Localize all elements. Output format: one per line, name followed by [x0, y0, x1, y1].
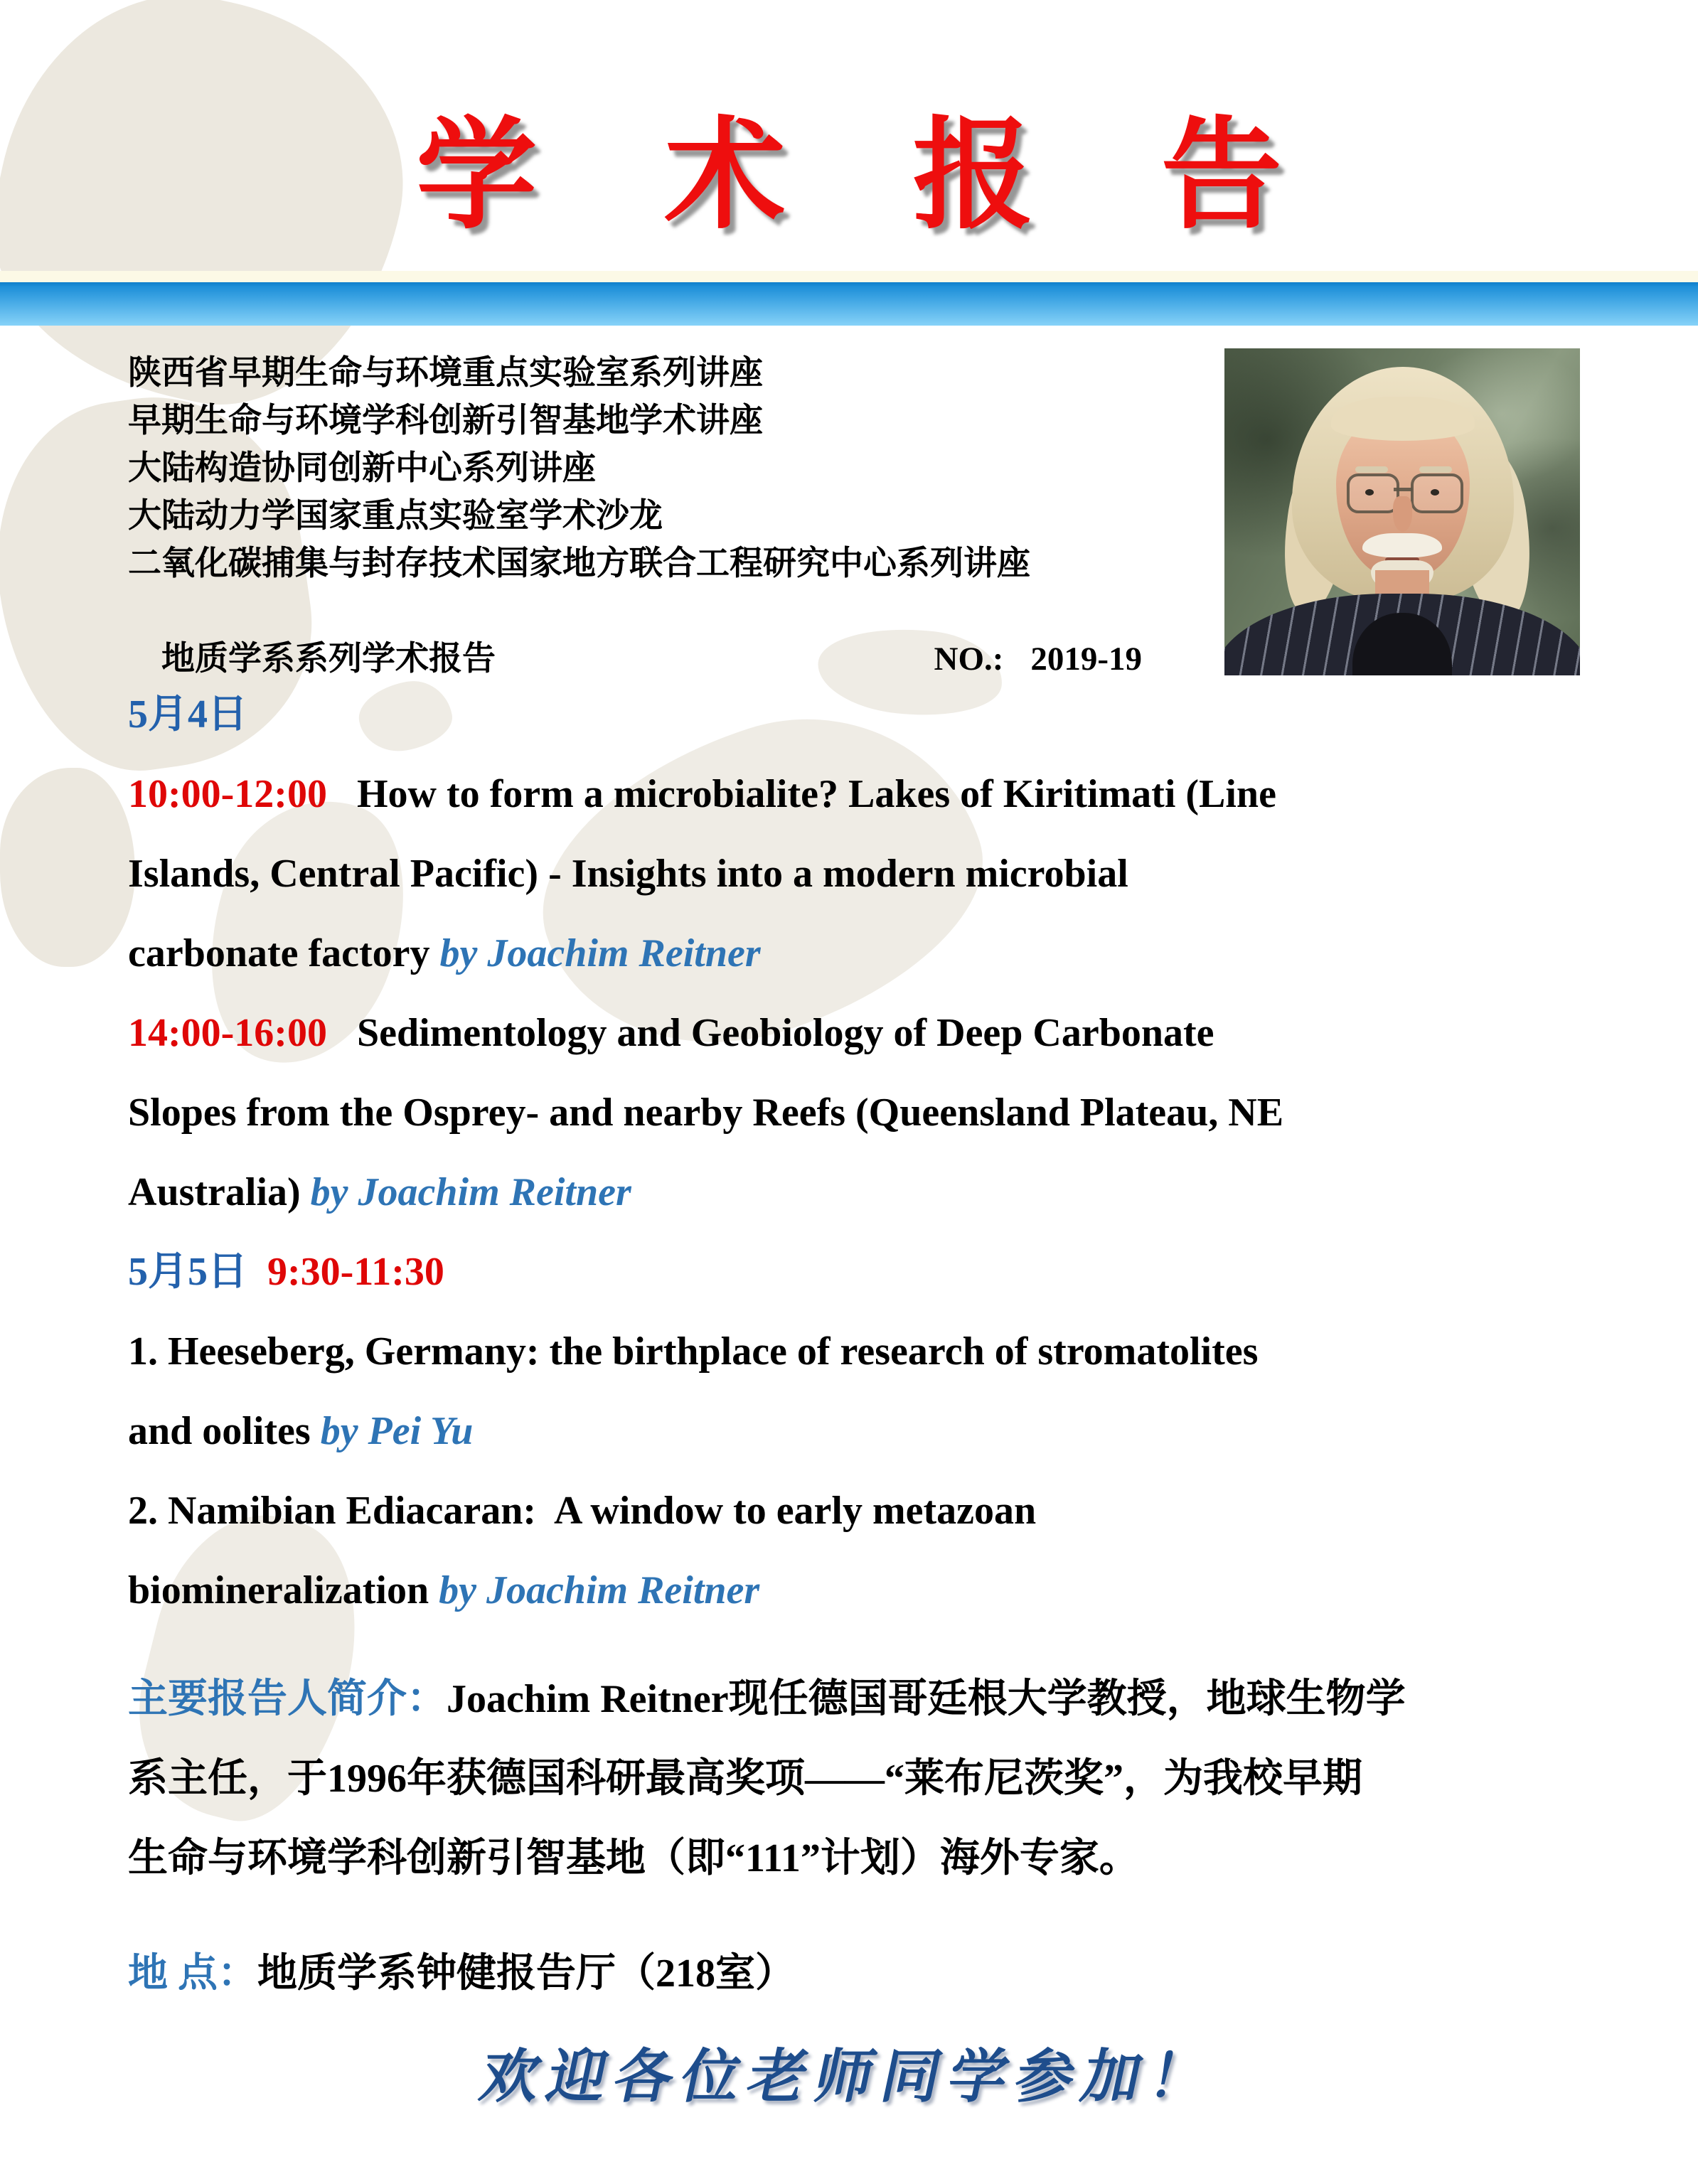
photo-glasses-bridge — [1394, 488, 1412, 491]
text-segment: by Pei Yu — [320, 1409, 474, 1453]
photo-eyebrow — [1355, 466, 1388, 473]
location-line — [128, 1952, 795, 1996]
lecture-series-item: 大陆动力学国家重点实验室学术沙龙 — [128, 498, 663, 535]
schedule-line — [128, 1570, 1283, 1610]
text-segment: 主要报告人简介： — [128, 1677, 447, 1721]
schedule-line — [128, 1013, 1283, 1053]
photo-eye — [1365, 489, 1374, 496]
lecture-series-item: 二氧化碳捕集与封存技术国家地方联合工程研究中心系列讲座 — [128, 545, 1030, 582]
text-segment: Joachim Reitner — [447, 1677, 729, 1721]
text-segment: 5月5日 — [128, 1250, 247, 1294]
speaker-photo — [1224, 348, 1580, 675]
text-segment: Australia) — [128, 1170, 311, 1214]
intro-line — [128, 1838, 1406, 1878]
text-segment: 1. Heeseberg, Germany: the birthplace of research of stromatolites — [128, 1329, 1259, 1374]
photo-eye — [1431, 489, 1439, 496]
intro-line — [128, 1679, 1406, 1719]
lecture-series-item: 陕西省早期生命与环境重点实验室系列讲座 — [128, 355, 763, 392]
text-segment: Sedimentology and Geobiology of Deep Carbonate — [326, 1011, 1214, 1055]
lecture-series-item: 早期生命与环境学科创新引智基地学术讲座 — [128, 402, 763, 439]
photo-hair-fringe — [1331, 397, 1475, 441]
schedule-line — [128, 1172, 1283, 1212]
text-segment: biomineralization — [128, 1568, 439, 1612]
text-segment: 10:00-12:00 — [128, 772, 327, 816]
text-segment: Islands, Central Pacific) - Insights into a modern microbial — [128, 852, 1128, 896]
text-segment: 9:30-11:30 — [267, 1250, 444, 1294]
text-segment: 5月4日 — [128, 692, 247, 737]
series-number-label: NO.: — [934, 641, 1004, 678]
schedule-line — [128, 1329, 1283, 1374]
schedule-line — [128, 1093, 1283, 1133]
dept-series-label: 地质学系系列学术报告 — [161, 641, 496, 678]
lecture-series-item: 大陆构造协同创新中心系列讲座 — [128, 450, 596, 487]
text-segment — [247, 1250, 267, 1294]
text-segment: 生命与环境学科创新引智基地（即“111”计划）海外专家。 — [128, 1836, 1139, 1880]
text-segment: 地质学系钟健报告厅（218室） — [257, 1952, 795, 1996]
photo-mustache — [1362, 533, 1442, 558]
schedule-line — [128, 933, 1283, 973]
text-segment: by Joachim Reitner — [310, 1170, 631, 1214]
schedule-line — [128, 1252, 1283, 1292]
text-segment: How to form a microbialite? Lakes of Kiritimati (Line — [326, 772, 1276, 816]
text-segment: Slopes from the Osprey- and nearby Reefs (Queensland Plateau, NE — [128, 1091, 1284, 1135]
background-watermark-blob — [0, 768, 135, 967]
schedule-line — [128, 692, 1283, 737]
text-segment: 现任德国哥廷根大学教授，地球生物学 — [728, 1677, 1406, 1721]
text-segment: 系主任，于1996年获德国科研最高奖项——“莱布尼茨奖”，为我校早期 — [128, 1757, 1362, 1801]
intro-line — [128, 1759, 1406, 1799]
text-segment: by Joachim Reitner — [439, 931, 761, 975]
text-segment: 地 点： — [128, 1952, 257, 1996]
text-segment: carbonate factory — [128, 931, 440, 975]
schedule-line — [128, 854, 1283, 894]
schedule-line — [128, 1491, 1283, 1531]
text-segment: by Joachim Reitner — [439, 1568, 760, 1612]
photo-nose — [1393, 496, 1412, 532]
welcome-message: 欢迎各位老师同学参加！ — [474, 2045, 1224, 2109]
blue-divider-bar — [0, 282, 1698, 326]
schedule-line — [128, 1411, 1283, 1451]
lecture-series-list — [128, 350, 1237, 588]
text-segment: 14:00-16:00 — [128, 1011, 327, 1055]
series-number-value: 2019-19 — [1030, 641, 1143, 678]
schedule-line — [128, 774, 1283, 814]
text-segment: and oolites — [128, 1409, 321, 1453]
photo-eyebrow — [1419, 466, 1452, 473]
speaker-intro-block — [128, 1679, 1406, 1918]
text-segment: 2. Namibian Ediacaran: A window to early metazoan — [128, 1489, 1037, 1533]
schedule-block — [128, 692, 1284, 1650]
divider-accent-line — [0, 271, 1698, 282]
page-title: 学 术 报 告 — [416, 108, 1329, 243]
